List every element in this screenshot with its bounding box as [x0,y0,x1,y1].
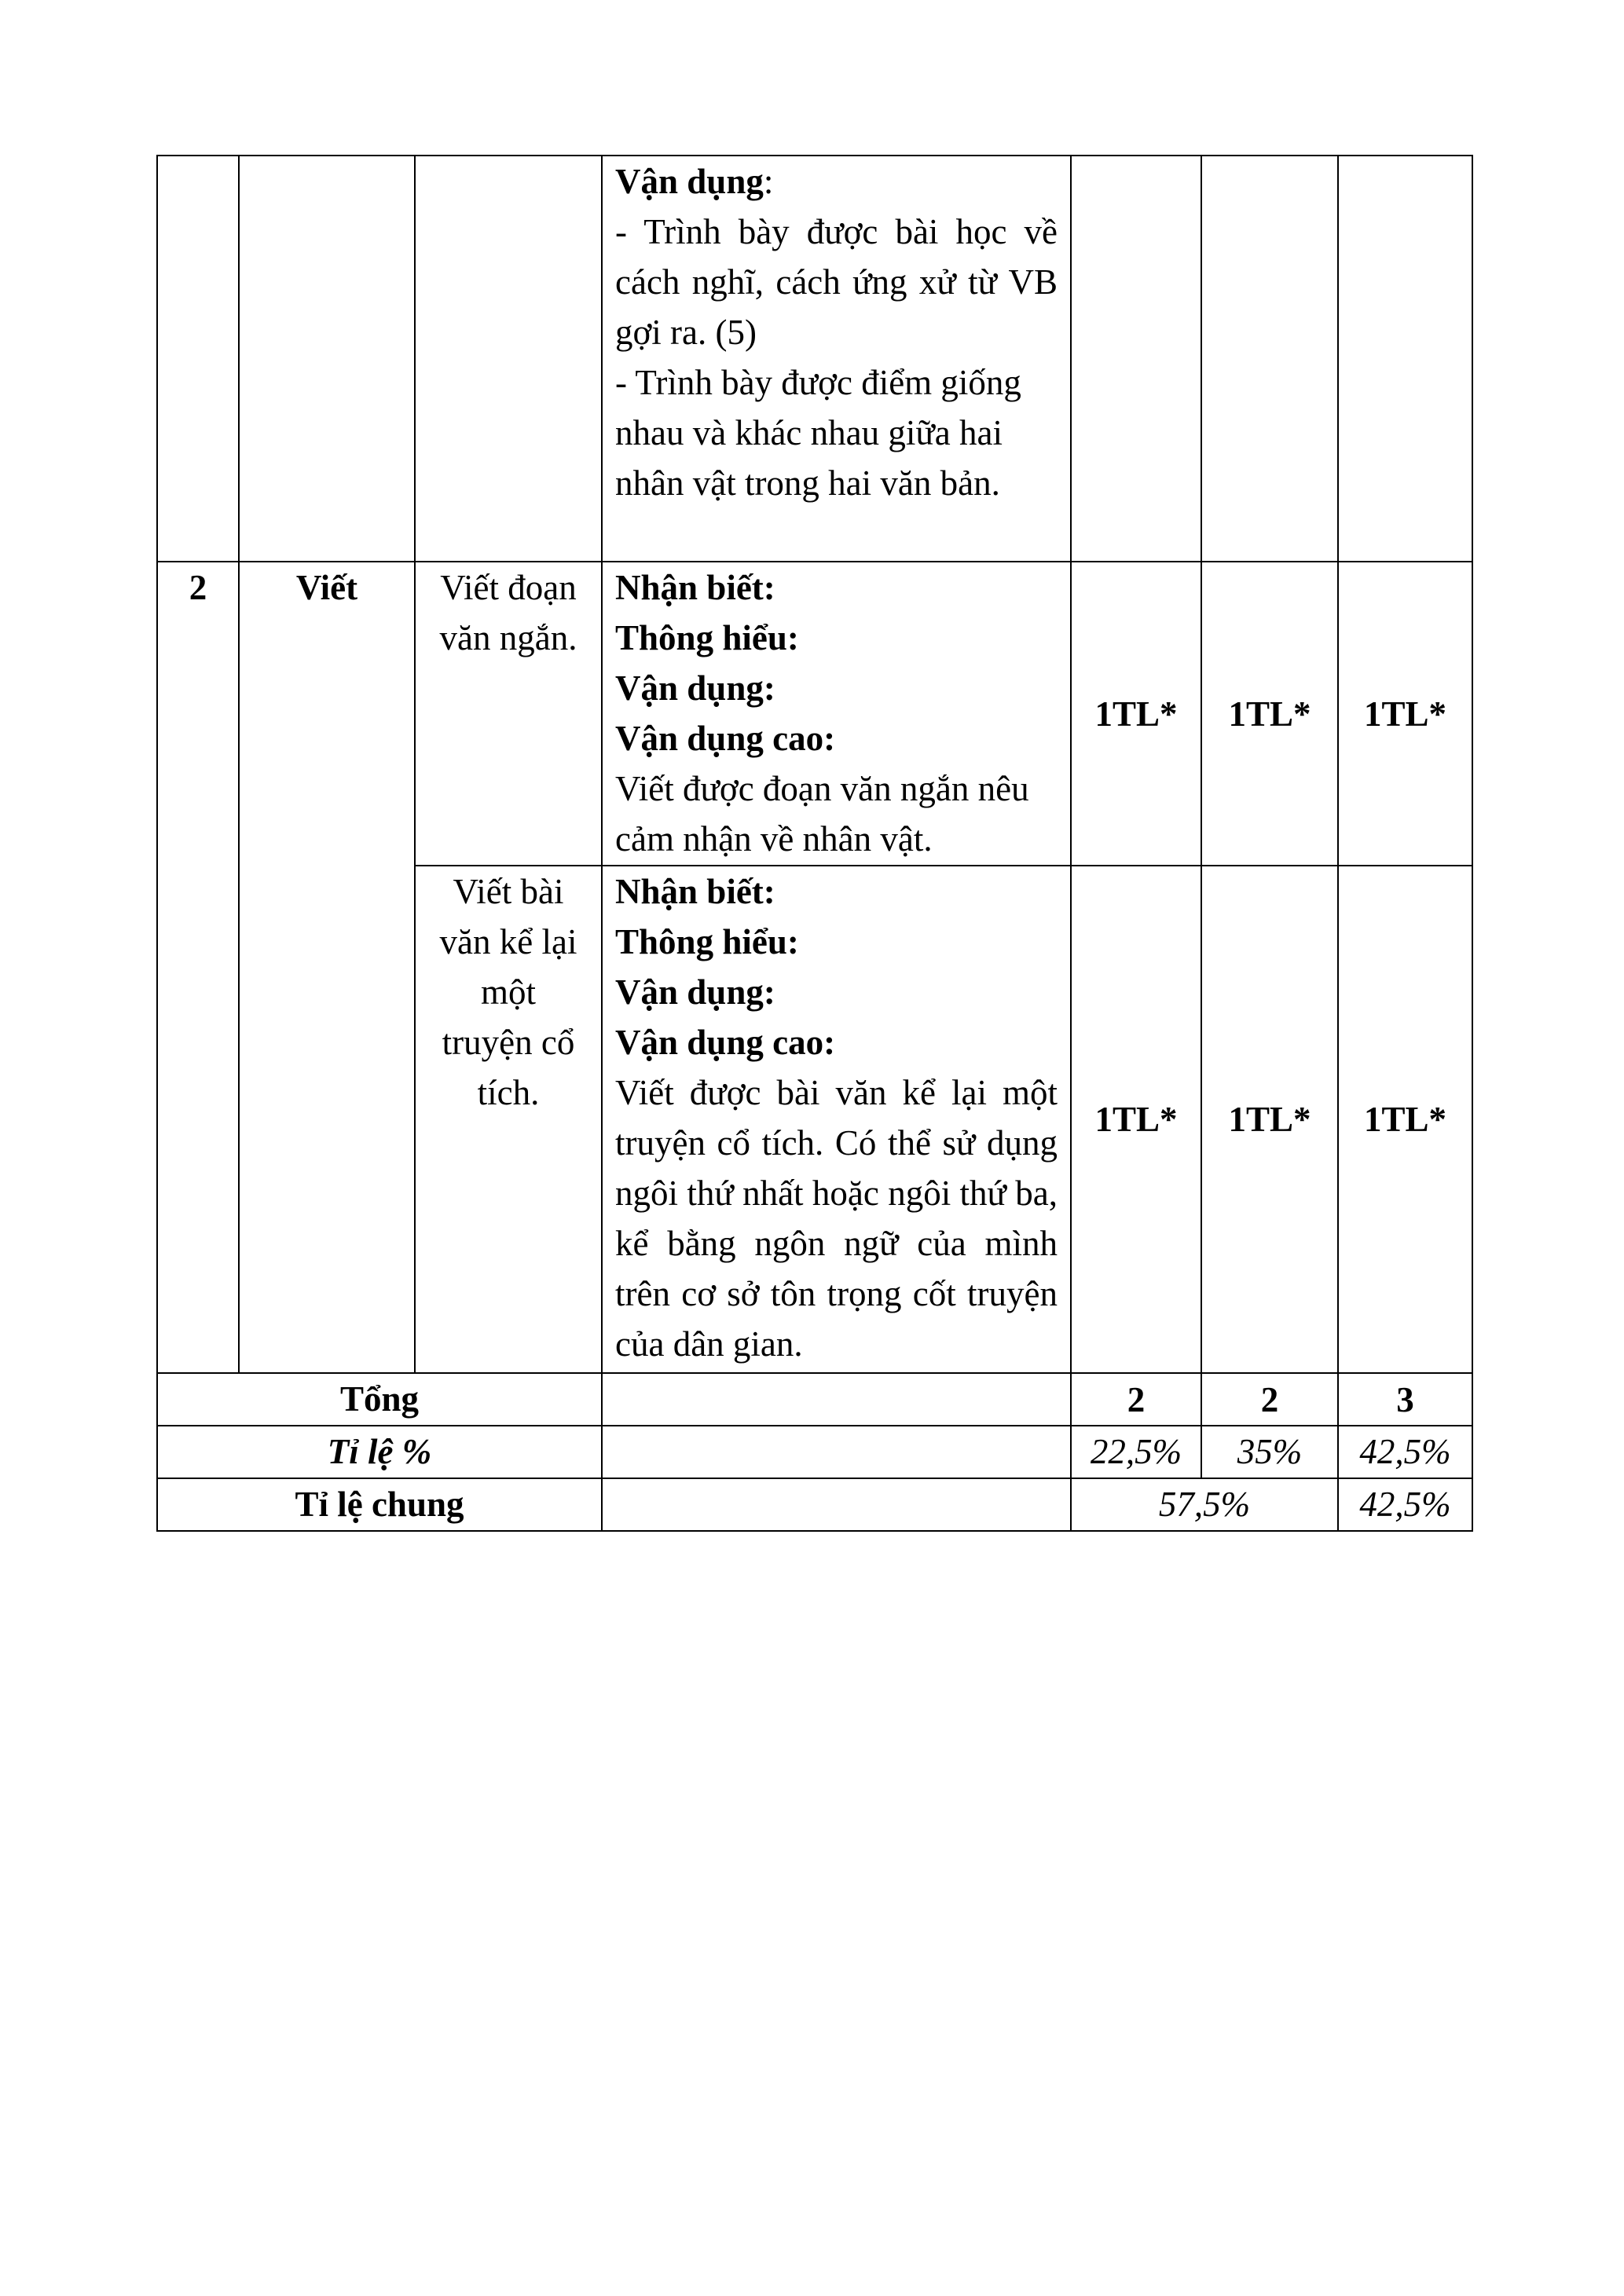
empty-cell [602,1373,1071,1426]
ratio-common-label: Tỉ lệ chung [157,1478,602,1531]
level-label: Vận dụng: [615,972,775,1012]
count-cell: 1TL* [1071,562,1201,866]
description-line: - Trình bày được bài học về cách nghĩ, cách ứng xử từ VB gợi ra. (5) [615,212,1058,352]
level-colon: : [763,162,774,201]
count-cell [1201,156,1338,562]
description-line: Viết được bài văn kể lại một truyện cổ tích. Có thể sử dụng ngôi thứ nhất hoặc ngôi thứ ba, kể bằng ngôn ngữ của mình trên cơ sở tôn trọng cốt truyện của dân gian. [615,1073,1058,1364]
specification-matrix-table [156,155,1473,1532]
table-row [157,156,1472,562]
unit-cell: Viết đoạn văn ngắn. [415,562,602,866]
total-value: 3 [1338,1373,1472,1426]
ratio-value: 22,5% [1071,1426,1201,1478]
level-label: Thông hiểu: [615,922,799,961]
level-label: Nhận biết: [615,872,775,911]
total-value: 2 [1201,1373,1338,1426]
level-label: Nhận biết: [615,568,775,607]
total-label: Tổng [157,1373,602,1426]
description-line: - Trình bày được điểm giống nhau và khác nhau giữa hai nhân vật trong hai văn bản. [615,363,1021,503]
ratio-common-value: 42,5% [1338,1478,1472,1531]
ratio-row [157,1426,1472,1478]
level-label: Vận dụng cao: [615,1023,836,1062]
stt-cell [157,156,239,562]
total-row [157,1373,1472,1426]
empty-cell [602,1426,1071,1478]
unit-cell [415,156,602,562]
count-cell: 1TL* [1201,562,1338,866]
empty-cell [602,1478,1071,1531]
level-label: Vận dụng [615,162,764,201]
ratio-common-value: 57,5% [1071,1478,1338,1531]
description-cell [602,866,1071,1373]
count-cell [1338,156,1472,562]
level-label: Vận dụng cao: [615,719,836,758]
description-line: Viết được đoạn văn ngắn nêu cảm nhận về nhân vật. [615,769,1029,859]
count-cell: 1TL* [1201,866,1338,1373]
unit-cell: Viết bài văn kể lại một truyện cổ tích. [415,866,602,1373]
ratio-value: 42,5% [1338,1426,1472,1478]
ratio-value: 35% [1201,1426,1338,1478]
ratio-label: Tỉ lệ % [157,1426,602,1478]
level-heading [615,156,1058,207]
stt-cell: 2 [157,562,239,1373]
count-cell [1071,156,1201,562]
ratio-common-row [157,1478,1472,1531]
table-row [157,562,1472,866]
count-cell: 1TL* [1338,562,1472,866]
skill-cell: Viết [239,562,415,1373]
level-label: Thông hiểu: [615,618,799,657]
level-label: Vận dụng: [615,668,775,708]
description-cell [602,562,1071,866]
total-value: 2 [1071,1373,1201,1426]
description-cell [602,156,1071,562]
count-cell: 1TL* [1071,866,1201,1373]
skill-cell [239,156,415,562]
count-cell: 1TL* [1338,866,1472,1373]
